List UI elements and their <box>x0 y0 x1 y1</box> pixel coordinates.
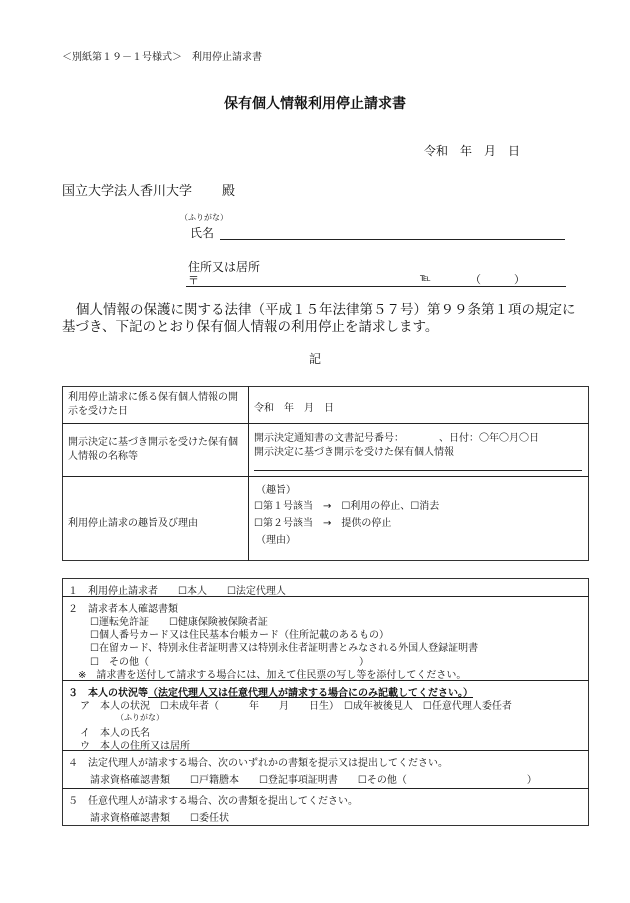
row3-option2[interactable]: ☐第２号該当 → 提供の停止 <box>254 518 392 529</box>
address-label: 住所又は居所 <box>188 260 261 274</box>
section3-furigana: （ふりがな） <box>116 713 164 722</box>
row3-shushi: （趣旨） <box>256 485 296 496</box>
section2-line4[interactable]: ☐ その他（ ） <box>90 657 369 668</box>
row3-riyu: （理由） <box>256 535 296 546</box>
row1-label: 利用停止請求に係る保有個人情報の開示を受けた日 <box>68 392 238 417</box>
tel-paren: （ ） <box>470 273 525 286</box>
furigana-label: （ふりがな） <box>180 213 228 222</box>
section3-status[interactable]: ア 本人の状況 ☐未成年者（ 年 月 日生） ☐成年被後見人 ☐任意代理人委任者 <box>80 701 512 712</box>
tel-label: ℡ <box>420 273 431 284</box>
intro-paragraph: 個人情報の保護に関する法律（平成１５年法律第５７号）第９９条第１項の規定に基づき、下記のとおり保有個人情報の利用停止を請求します。 <box>62 302 576 335</box>
section2-title: ２ 請求者本人確認書類 <box>68 604 178 615</box>
row3-label: 利用停止請求の趣旨及び理由 <box>68 518 198 529</box>
name-label: 氏名 <box>190 226 215 240</box>
section1-requester[interactable]: １ 利用停止請求者 ☐本人 ☐法定代理人 <box>68 586 286 597</box>
row2-line1[interactable]: 開示決定通知書の文書記号番号： 、日付：〇年〇月〇日 <box>254 433 539 444</box>
section2-line3[interactable]: ☐在留カード、特別永住者証明書又は特別永住者証明書とみなされる外国人登録証明書 <box>90 643 479 654</box>
row2-line2: 開示決定に基づき開示を受けた保有個人情報 <box>254 447 454 458</box>
row1-value[interactable]: 令和 年 月 日 <box>254 403 334 414</box>
addressee-honorific: 殿 <box>222 184 236 199</box>
row3-option1[interactable]: ☐第１号該当 → ☐利用の停止、☐消去 <box>254 501 440 512</box>
section5-title: ５ 任意代理人が請求する場合、次の書類を提出してください。 <box>68 796 358 807</box>
section4-docs[interactable]: 請求資格確認書類 ☐戸籍謄本 ☐登記事項証明書 ☐その他（ ） <box>90 775 537 786</box>
form-id: ＜別紙第１９－１号様式＞ 利用停止請求書 <box>62 52 262 63</box>
addressee-name: 国立大学法人香川大学 <box>62 184 193 199</box>
section4-title: ４ 法定代理人が請求する場合、次のいずれかの書類を提示又は提出してください。 <box>68 758 448 769</box>
section2-line2[interactable]: ☐個人番号カード又は住民基本台帳カード（住所記載のあるもの） <box>90 630 389 641</box>
section3-address: ウ 本人の住所又は居所 <box>80 741 190 752</box>
section5-docs[interactable]: 請求資格確認書類 ☐委任状 <box>90 813 229 824</box>
address-line[interactable] <box>186 286 566 287</box>
section2-note: ※ 請求書を送付して請求する場合には、加えて住民票の写し等を添付してください。 <box>78 670 467 681</box>
section3-name: イ 本人の氏名 <box>80 728 150 739</box>
section2-line1[interactable]: ☐運転免許証 ☐健康保険被保険者証 <box>90 617 268 628</box>
page-title: 保有個人情報利用停止請求書 <box>224 96 406 112</box>
row2-write-line[interactable] <box>254 470 582 471</box>
request-date: 令和 年 月 日 <box>424 144 521 158</box>
ki-mark: 記 <box>308 352 321 366</box>
name-line[interactable] <box>220 239 565 240</box>
row2-label: 開示決定に基づき開示を受けた保有個人情報の名称等 <box>68 437 238 462</box>
section3-title: ３ 本人の状況等（法定代理人又は任意代理人が請求する場合にのみ記載してください。） <box>68 688 473 699</box>
postal-mark: 〒 <box>188 274 199 287</box>
